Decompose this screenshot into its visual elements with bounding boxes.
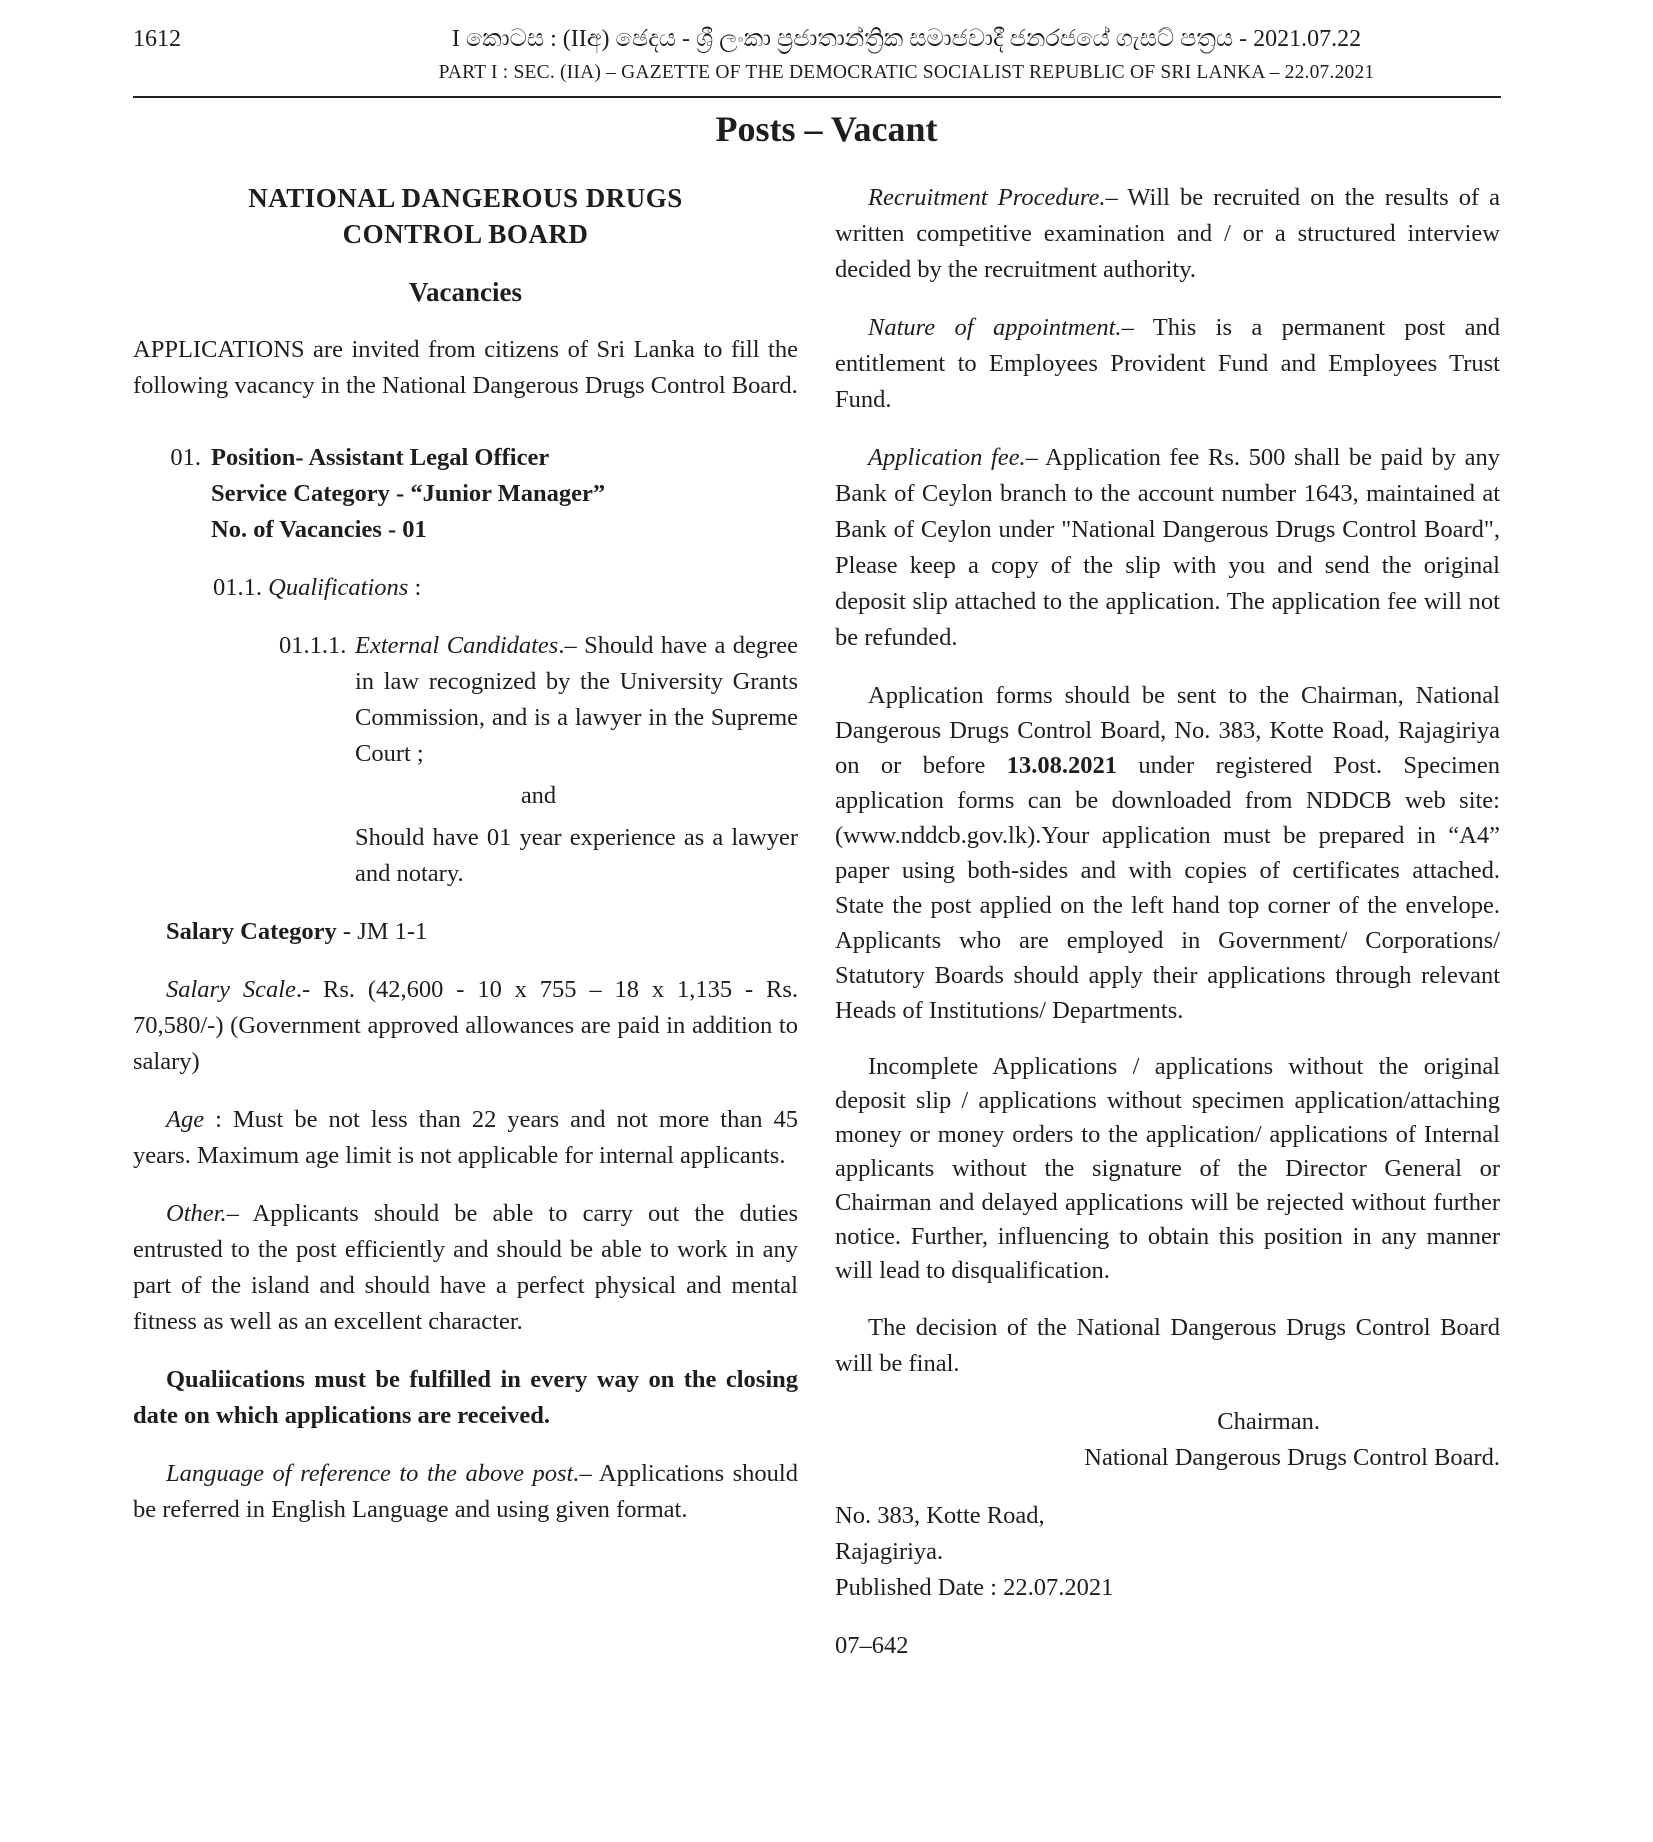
and-connector: and [520,782,557,809]
intro-paragraph: APPLICATIONS are invited from citizens of Sri Lanka to fill the following vacancy in the National Dangerous Drugs Control Board. [133,336,798,399]
nature-of-appointment: Nature of appointment.– This is a permanent post and entitlement to Employees Provident Fund and Employees Trust Fund. [835,314,1500,413]
closing-date: 13.08.2021 [1006,752,1117,779]
header-sinhala: I කොටස : (IIඅ) ඡෙදය - ශ්‍රී ලංකා ප්‍රජාතාන්ත්‍රික සමාජවාදී ජනරජයේ ගැසට් පත්‍රය - 2021.07.22 [451,26,1362,52]
signature-block [835,1404,1500,1476]
age-requirement: Age : Must be not less than 22 years and not more than 45 years. Maximum age limit is not applicable for internal applicants. [133,1106,798,1169]
external-candidates [133,628,798,772]
experience-text: Should have 01 year experience as a lawyer and notary. [355,824,798,887]
application-fee: Application fee.– Application fee Rs. 500 shall be paid by any Bank of Ceylon branch to the account number 1643, maintained at Bank of Ceylon under "National Dangerous Drugs Control Board", Please keep a copy of the slip with you and send the original deposit slip attached to the application. The application fee will not be refunded. [835,444,1500,651]
external-text: .– Should have a degree in law recognized by the University Grants Commission, and is a lawyer in the Supreme Court ; [355,632,798,767]
vacancy-count: No. of Vacancies - 01 [211,516,427,543]
address-line1: No. 383, Kotte Road, [835,1502,1045,1529]
recruitment-procedure: Recruitment Procedure.– Will be recruited on the results of a written competitive examination and / or a structured interview decided by the recruitment authority. [835,184,1501,283]
salary-category: Salary Category - JM 1-1 [166,918,428,945]
rejection-notice: Incomplete Applications / applications without the original deposit slip / applications without specimen application/attaching money or money orders to the application/ applications of Internal applicants without the signature of the Director General or Chairman and delayed applications will be rejected without further notice. Further, influencing to obtain this position in any manner will lead to disqualification. [835,1053,1500,1284]
left-column [133,180,798,1528]
position-title: Position- Assistant Legal Officer [211,444,550,471]
position-block [133,440,798,548]
qualifications-heading: 01.1. Qualifications : [213,574,422,601]
application-instructions: Application forms should be sent to the Chairman, National Dangerous Drugs Control Board, No. 383, Kotte Road, Rajagiriya on or before 13.08.2021 under registered Post. Specimen application forms can be downloaded from NDDCB web site: (www.nddcb.gov.lk).Your application must be prepared in “A4” paper using both-sides and with copies of certificates attached. State the post applied on the left hand top corner of the envelope. Applicants who are employed in Government/ Corporations/ Statutory Boards should apply their applications through relevant Heads of Institutions/ Departments. [835,682,1500,1024]
right-column [835,180,1500,1664]
external-label: External Candidates [355,632,559,659]
org-name-line2: CONTROL BOARD [342,219,589,249]
section-title: Posts – Vacant [715,109,938,149]
header-english: PART I : SEC. (IIA) – GAZETTE OF THE DEMOCRATIC SOCIALIST REPUBLIC OF SRI LANKA – 22.07.2021 [438,62,1375,83]
header-divider [133,96,1501,98]
language-of-reference: Language of reference to the above post.– Applications should be referred in English Language and using given format. [133,1460,798,1523]
page-number: 1612 [133,26,181,52]
address-line2: Rajagiriya. [835,1538,944,1565]
salary-scale: Salary Scale.- Rs. (42,600 - 10 x 755 – 18 x 1,135 - Rs. 70,580/-) (Government approved allowances are paid in addition to salary) [133,976,798,1075]
signatory-title: Chairman. [1217,1408,1320,1435]
reference-number: 07–642 [835,1632,909,1659]
signatory-org: National Dangerous Drugs Control Board. [1084,1444,1500,1471]
external-number: 01.1.1. [279,632,347,659]
decision-statement: The decision of the National Dangerous Drugs Control Board will be final. [835,1314,1500,1377]
org-name-line1: NATIONAL DANGEROUS DRUGS [248,183,683,213]
other-requirements: Other.– Applicants should be able to carry out the duties entrusted to the post efficiently and should be able to work in any part of the island and should have a perfect physical and mental fitness as well as an excellent character. [133,1200,798,1335]
qualification-note: Qualiications must be fulfilled in every way on the closing date on which applications are received. [133,1366,798,1429]
published-date: Published Date : 22.07.2021 [835,1574,1114,1601]
service-category: Service Category - “Junior Manager” [211,480,606,507]
vacancies-heading: Vacancies [409,277,522,307]
position-number: 01. [170,444,201,471]
